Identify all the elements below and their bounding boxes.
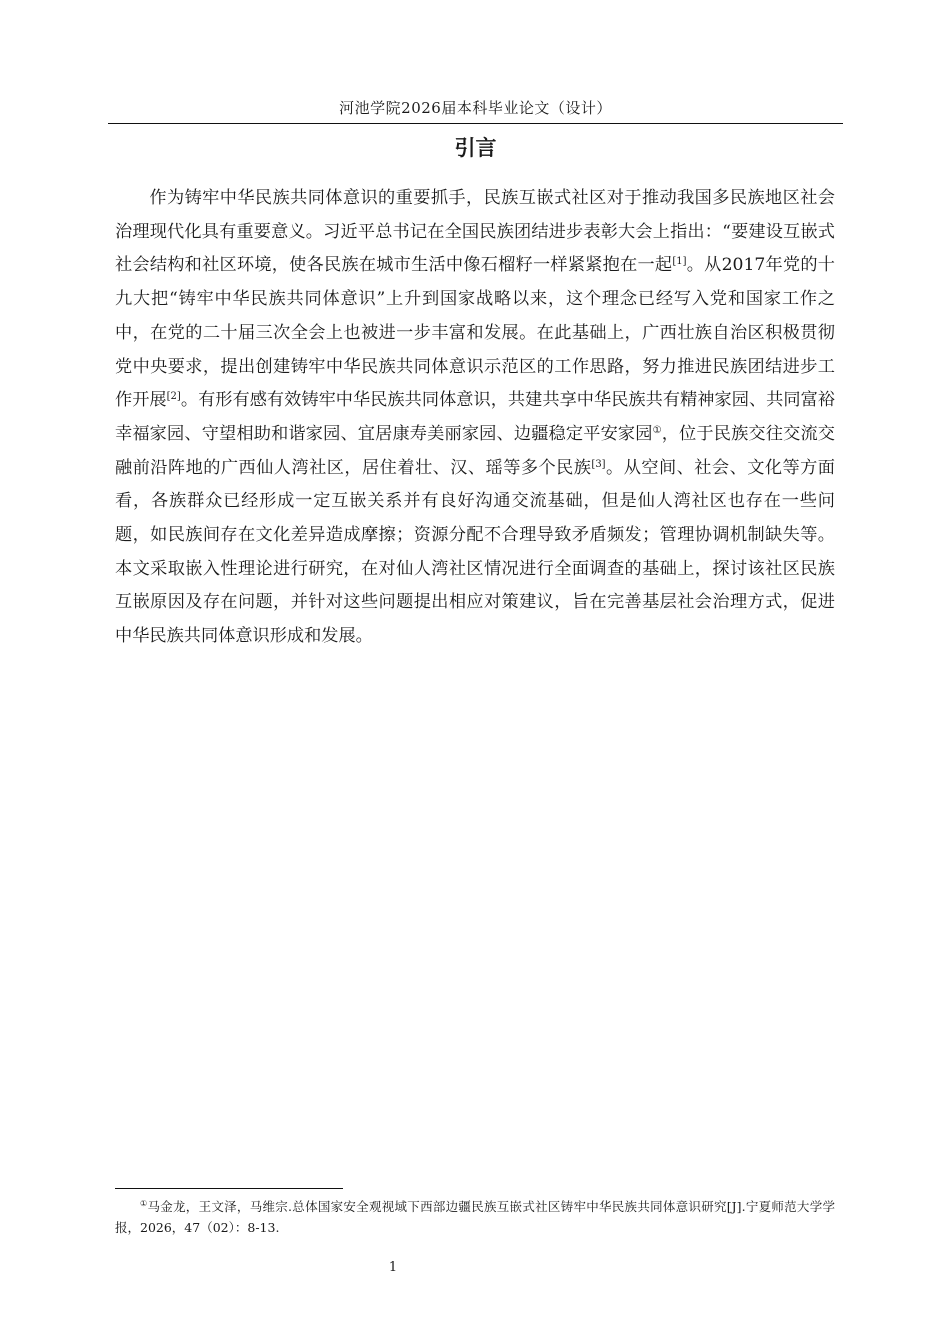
body-segment-4: ，位于民族交往交流交融前沿阵地的广西仙人湾社区，居住着壮、汉、瑶等多个民族 bbox=[115, 423, 835, 478]
body-segment-3: 。有形有感有效铸牢中华民族共同体意识，共建共享中华民族共有精神家园、共同富裕幸福家园、守望相助和谐家园、宜居康寿美丽家园、边疆稳定平安家园 bbox=[115, 390, 835, 444]
footnote bbox=[115, 1196, 835, 1238]
section-title: 引言 bbox=[454, 136, 497, 160]
body-segment-1: 作为铸牢中华民族共同体意识的重要抓手，民族互嵌式社区对于推动我国多民族地区社会治理现代化具有重要意义。习近平总书记在全国民族团结进步表彰大会上指出：“要建设互嵌式社会结构和社区环境，使各民族在城市生活中像石榴籽一样紧紧抱在一起 bbox=[115, 188, 835, 276]
citation-3[interactable]: [3] bbox=[591, 458, 606, 470]
page-number: 1 bbox=[388, 1260, 398, 1275]
body-paragraph bbox=[115, 182, 835, 654]
citation-1[interactable]: [1] bbox=[672, 256, 687, 268]
header-rule bbox=[108, 123, 843, 124]
footnote-ref-1[interactable]: ① bbox=[652, 424, 662, 436]
citation-2[interactable]: [2] bbox=[166, 391, 181, 403]
footnote-marker: ① bbox=[140, 1199, 148, 1208]
body-segment-2: 。从2017年党的十九大把“铸牢中华民族共同体意识”上升到国家战略以来，这个理念已经写入党和国家工作之中，在党的二十届三次全会上也被进一步丰富和发展。在此基础上，广西壮族自治区积极贯彻党中央要求，提出创建铸牢中华民族共同体意识示范区的工作思路，努力推进民族团结进步工作开展 bbox=[115, 255, 835, 411]
body-segment-5: 。从空间、社会、文化等方面看，各族群众已经形成一定互嵌关系并有良好沟通交流基础，但是仙人湾社区也存在一些问题，如民族间存在文化差异造成摩擦；资源分配不合理导致矛盾频发；管理协调机制缺失等。本文采取嵌入性理论进行研究，在对仙人湾社区情况进行全面调查的基础上，探讨该社区民族互嵌原因及存在问题，并针对这些问题提出相应对策建议，旨在完善基层社会治理方式，促进中华民族共同体意识形成和发展。 bbox=[115, 457, 835, 647]
footnote-text: 马金龙，王文泽，马维宗.总体国家安全观视域下西部边疆民族互嵌式社区铸牢中华民族共同体意识研究[J].宁夏师范大学学报，2026，47（02）：8-13. bbox=[115, 1199, 835, 1235]
running-header: 河池学院2026届本科毕业论文（设计） bbox=[339, 99, 612, 117]
footnote-separator bbox=[115, 1188, 343, 1189]
